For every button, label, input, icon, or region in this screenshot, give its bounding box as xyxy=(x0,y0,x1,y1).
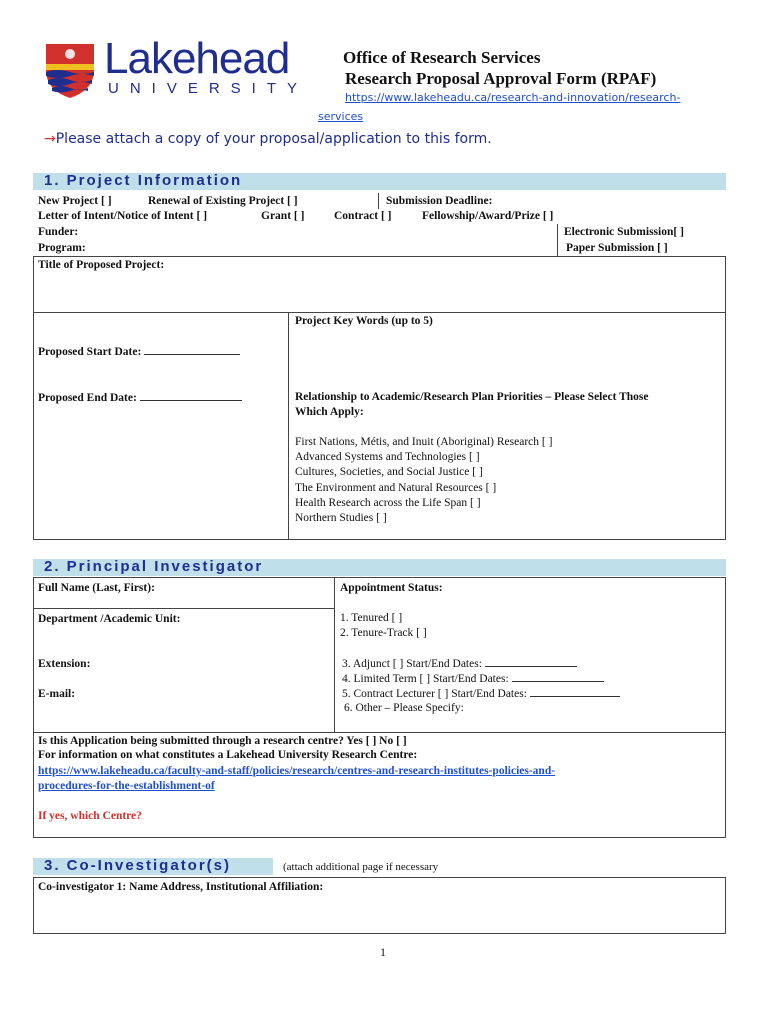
research-centre-question[interactable]: Is this Application being submitted through a research centre? Yes [ ] No [ ] xyxy=(38,735,407,747)
relationship-label-line1: Relationship to Academic/Research Plan Priorities – Please Select Those xyxy=(295,391,649,403)
paper-submission-checkbox[interactable]: Paper Submission [ ] xyxy=(566,242,668,254)
adjunct-checkbox[interactable] xyxy=(342,656,577,671)
project-title-label: Title of Proposed Project: xyxy=(38,259,165,271)
limited-term-checkbox[interactable] xyxy=(342,671,604,686)
logo-wordmark: Lakehead xyxy=(104,34,290,83)
attach-notice xyxy=(44,131,492,147)
email-field[interactable]: E-mail: xyxy=(38,688,76,700)
submission-type-divider xyxy=(557,224,558,256)
program-field[interactable]: Program: xyxy=(38,242,86,254)
section3-note: (attach additional page if necessary xyxy=(283,861,439,873)
appointment-status-label: Appointment Status: xyxy=(340,582,443,594)
which-centre-field[interactable]: If yes, which Centre? xyxy=(38,810,142,822)
priority-northern[interactable]: Northern Studies [ ] xyxy=(295,512,387,524)
attach-notice-text: Please attach a copy of your proposal/application to this form. xyxy=(55,131,492,147)
contract-lecturer-checkbox[interactable] xyxy=(342,686,620,701)
limited-term-dates-blank[interactable] xyxy=(512,671,604,682)
department-field[interactable]: Department /Academic Unit: xyxy=(38,613,181,625)
logo-subtitle: UNIVERSITY xyxy=(108,80,309,97)
start-date-blank[interactable] xyxy=(144,344,240,355)
page-number: 1 xyxy=(380,945,386,959)
shield-icon xyxy=(42,40,98,100)
key-words-label: Project Key Words (up to 5) xyxy=(295,315,433,327)
research-centre-link-line1[interactable]: https://www.lakeheadu.ca/faculty-and-staff/policies/research/centres-and-research-institutes-policies-and- xyxy=(38,765,556,777)
limited-term-label: 4. Limited Term [ ] Start/End Dates: xyxy=(342,673,509,685)
research-centre-info: For information on what constitutes a Lakehead University Research Centre: xyxy=(38,749,418,761)
co-investigator-1-label: Co-investigator 1: Name Address, Institutional Affiliation: xyxy=(38,881,324,893)
renewal-checkbox[interactable]: Renewal of Existing Project [ ] xyxy=(148,195,298,207)
extension-field[interactable]: Extension: xyxy=(38,658,91,670)
tenure-track-checkbox[interactable]: 2. Tenure-Track [ ] xyxy=(340,627,427,639)
contract-lecturer-label: 5. Contract Lecturer [ ] Start/End Dates: xyxy=(342,688,527,700)
research-services-link-line2[interactable]: services xyxy=(318,110,364,123)
electronic-submission-checkbox[interactable]: Electronic Submission[ ] xyxy=(564,226,684,238)
office-title: Office of Research Services xyxy=(343,48,541,67)
start-date-field[interactable] xyxy=(38,344,240,359)
arrow-right-icon: → xyxy=(44,131,56,147)
priority-environment[interactable]: The Environment and Natural Resources [ ] xyxy=(295,482,497,494)
new-project-checkbox[interactable]: New Project [ ] xyxy=(38,195,112,207)
fellowship-checkbox[interactable]: Fellowship/Award/Prize [ ] xyxy=(422,210,554,222)
pi-name-underline xyxy=(33,608,334,609)
pi-divider xyxy=(334,577,335,733)
relationship-label-line2: Which Apply: xyxy=(295,406,364,418)
letter-of-intent-checkbox[interactable]: Letter of Intent/Notice of Intent [ ] xyxy=(38,210,208,222)
priority-health[interactable]: Health Research across the Life Span [ ] xyxy=(295,497,481,509)
adjunct-label: 3. Adjunct [ ] Start/End Dates: xyxy=(342,658,482,670)
other-specify-field[interactable]: 6. Other – Please Specify: xyxy=(344,702,464,714)
priority-advanced-systems[interactable]: Advanced Systems and Technologies [ ] xyxy=(295,451,480,463)
section3-title: 3. Co-Investigator(s) xyxy=(44,857,232,874)
section1-title: 1. Project Information xyxy=(44,172,243,189)
end-date-blank[interactable] xyxy=(140,390,242,401)
contract-checkbox[interactable]: Contract [ ] xyxy=(334,210,392,222)
priority-aboriginal[interactable]: First Nations, Métis, and Inuit (Aboriginal) Research [ ] xyxy=(295,436,553,448)
end-date-field[interactable] xyxy=(38,390,242,405)
research-centre-link-line2[interactable]: procedures-for-the-establishment-of xyxy=(38,780,215,792)
full-name-field[interactable]: Full Name (Last, First): xyxy=(38,582,155,594)
grant-checkbox[interactable]: Grant [ ] xyxy=(261,210,305,222)
adjunct-dates-blank[interactable] xyxy=(485,656,577,667)
project-details-divider xyxy=(288,312,289,540)
submission-deadline-label: Submission Deadline: xyxy=(386,195,493,207)
lakehead-logo xyxy=(42,34,309,102)
end-date-label: Proposed End Date: xyxy=(38,392,137,404)
tenured-checkbox[interactable]: 1. Tenured [ ] xyxy=(340,612,403,624)
row1-divider xyxy=(378,193,379,209)
research-services-link-line1[interactable]: https://www.lakeheadu.ca/research-and-innovation/research- xyxy=(345,91,681,104)
contract-lecturer-dates-blank[interactable] xyxy=(530,686,620,697)
start-date-label: Proposed Start Date: xyxy=(38,346,142,358)
form-title: Research Proposal Approval Form (RPAF) xyxy=(345,69,657,88)
priority-cultures[interactable]: Cultures, Societies, and Social Justice [ ] xyxy=(295,466,483,478)
funder-field[interactable]: Funder: xyxy=(38,226,79,238)
section2-title: 2. Principal Investigator xyxy=(44,558,264,575)
